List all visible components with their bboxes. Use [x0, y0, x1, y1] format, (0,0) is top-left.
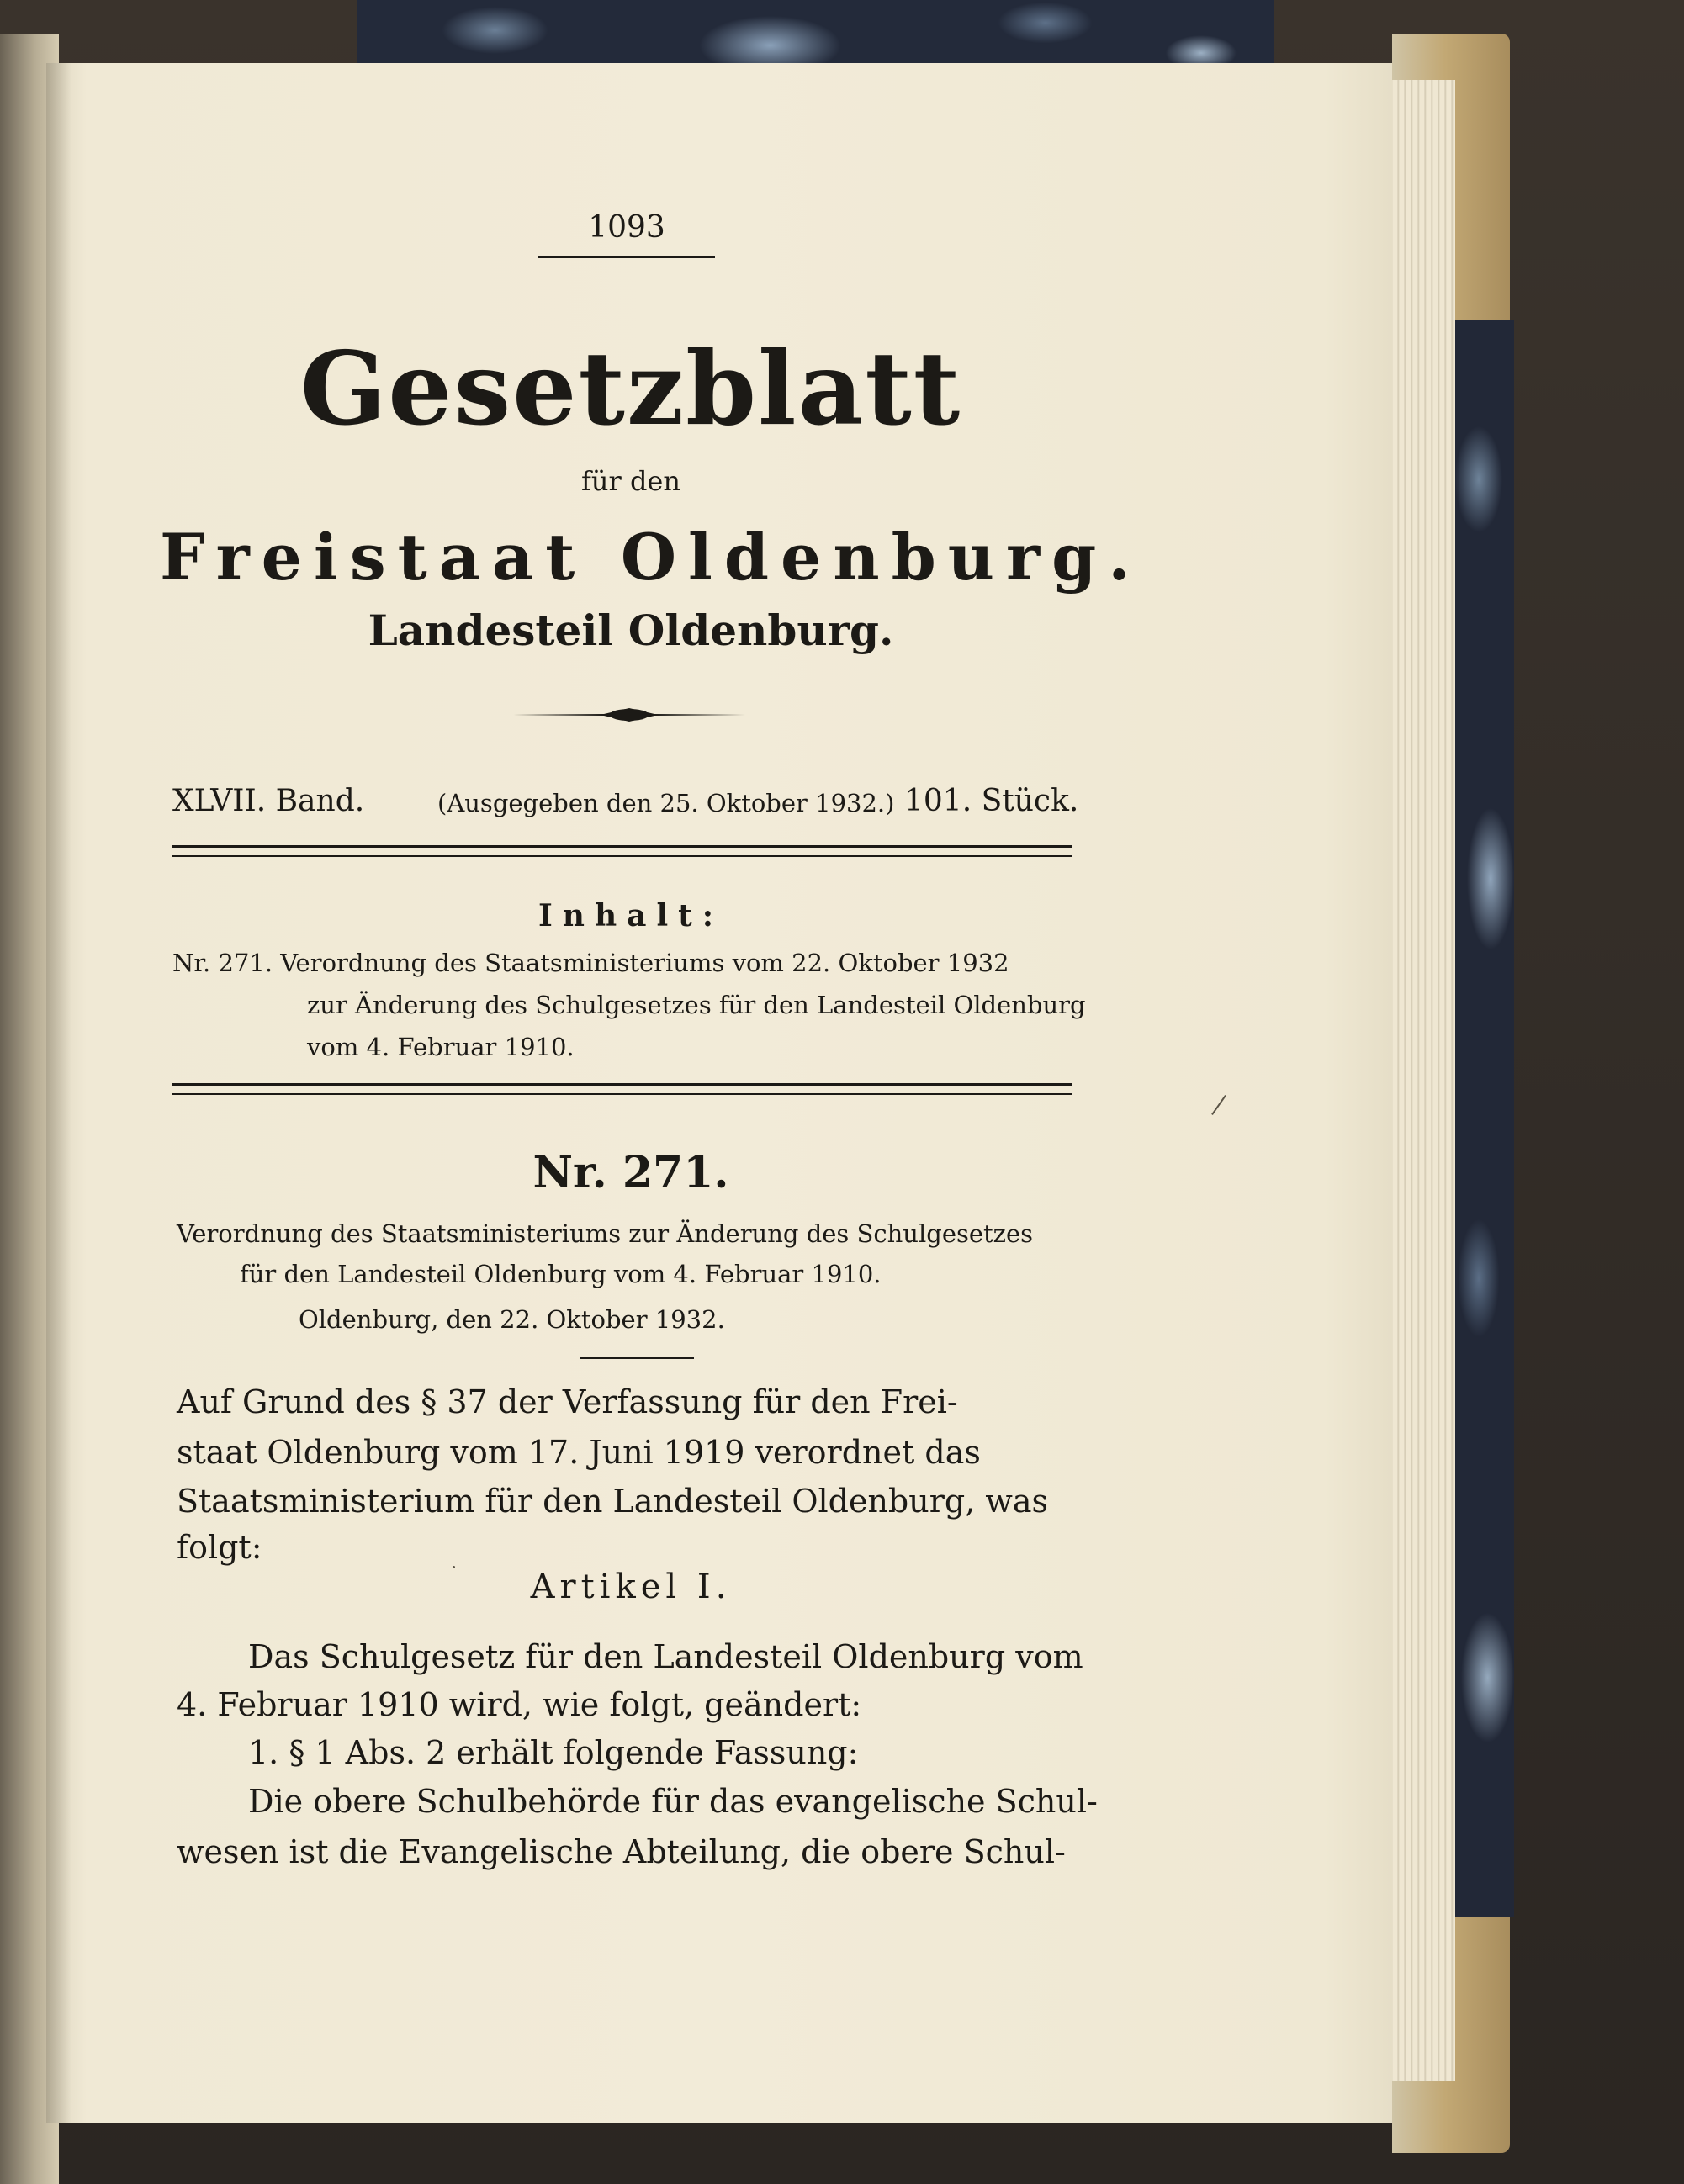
double-rule-mid-2 [172, 1093, 1072, 1095]
state-name: Freistaat Oldenburg. [160, 520, 1142, 595]
place-date: Oldenburg, den 22. Oktober 1932. [299, 1305, 725, 1334]
double-rule-top-2 [172, 855, 1072, 857]
article-line: wesen ist die Evangelische Abteilung, die obere Schul- [177, 1833, 1066, 1870]
stray-mark [453, 1566, 455, 1568]
section-number: Nr. 271. [532, 1147, 729, 1198]
section-title-line: Verordnung des Staatsministeriums zur Änderung des Schulgesetzes [177, 1219, 1034, 1248]
marbled-edge-right [1455, 320, 1514, 1917]
toc-line: vom 4. Februar 1910. [307, 1033, 575, 1061]
article-heading: Artikel I. [530, 1568, 732, 1606]
preamble-line: Staatsministerium für den Landesteil Oldenburg, was [177, 1483, 1049, 1520]
issue-piece: 101. Stück. [904, 784, 1079, 818]
toc-heading: Inhalt: [538, 898, 724, 933]
toc-line: Nr. 271. Verordnung des Staatsministeriums vom 22. Oktober 1932 [172, 949, 1009, 977]
article-line: 4. Februar 1910 wird, wie folgt, geändert: [177, 1686, 862, 1723]
toc-line: zur Änderung des Schulgesetzes für den Landesteil Oldenburg [307, 991, 1086, 1019]
issue-date: (Ausgegeben den 25. Oktober 1932.) [437, 789, 895, 817]
preamble-line: Auf Grund des § 37 der Verfassung für den Frei- [177, 1383, 958, 1420]
page-number: 1093 [588, 210, 665, 245]
volume-label: XLVII. Band. [172, 784, 365, 818]
article-line: Die obere Schulbehörde für das evangelische Schul- [248, 1783, 1098, 1820]
short-divider [580, 1357, 694, 1359]
article-line: 1. § 1 Abs. 2 erhält folgende Fassung: [248, 1734, 859, 1771]
masthead-subline: für den [581, 465, 680, 497]
section-title-line: für den Landesteil Oldenburg vom 4. Februar 1910. [240, 1260, 882, 1288]
preamble-line: staat Oldenburg vom 17. Juni 1919 verordnet das [177, 1434, 981, 1471]
masthead-title: Gesetzblatt [299, 330, 962, 448]
double-rule-top-1 [172, 845, 1072, 848]
ornament-divider [511, 698, 747, 732]
region-name: Landesteil Oldenburg. [368, 605, 894, 655]
page-number-rule [538, 256, 715, 258]
double-rule-mid-1 [172, 1083, 1072, 1086]
preamble-line: folgt: [177, 1529, 262, 1566]
article-line: Das Schulgesetz für den Landesteil Oldenburg vom [248, 1638, 1083, 1675]
page-gutter-shadow [46, 63, 71, 2123]
